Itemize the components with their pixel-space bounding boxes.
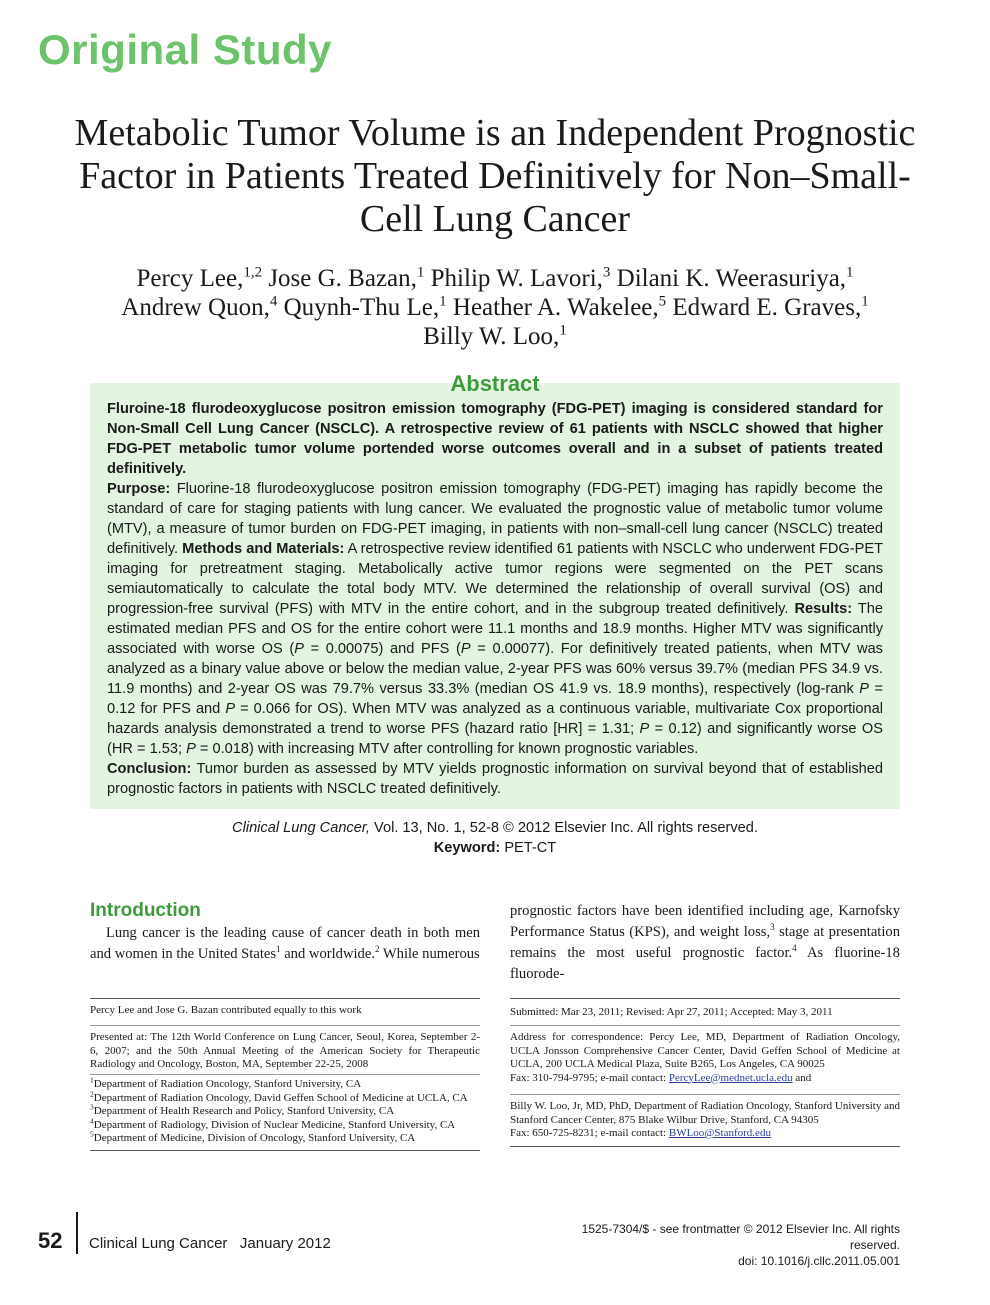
- footer-divider: [76, 1212, 78, 1254]
- author: Andrew Quon,$^4$: [121, 293, 278, 321]
- abstract-highlight: Fluroine-18 flurodeoxyglucose positron emission tomography (FDG-PET) imaging is considered standard for Non-Small Cell Lung Cancer (NSCLC). A retrospective review of 61 patients with NSCLC showed that higher FDG-PET metabolic tumor volume portended worse outcomes overall and in a subset of patients treated definitively.: [107, 401, 883, 477]
- affiliation: $^3$Department of Health Research and Policy, Stanford University, CA: [90, 1102, 395, 1117]
- keyword-label: Keyword:: [433, 840, 501, 856]
- introduction-text-col2: prognostic factors have been identified including age, Karnofsky Performance Status (KPS), and weight loss,$^3$ stage at presentation remains the most useful prognostic factor.$^4$ As fluorine-18 fluorode-: [510, 903, 900, 982]
- purpose-text: Fluorine-18 flurodeoxyglucose positron emission tomography (FDG-PET) imaging has rapidly become the standard of care for staging patients with lung cancer. We evaluated the prognostic value of metabolic tumor volume (MTV), a measure of tumor burden on FDG-PET imaging, in patients with non–small-cell lung cancer (NSCLC) treated definitively.: [107, 481, 883, 557]
- affiliation: $^5$Department of Medicine, Division of Oncology, Stanford University, CA: [90, 1129, 416, 1144]
- author: Quynh-Thu Le,$^1$: [283, 293, 447, 321]
- section-label: Original Study: [38, 26, 333, 73]
- footnote-rule: [90, 1150, 480, 1151]
- author: Philip W. Lavori,$^3$: [430, 264, 611, 292]
- footnote-rule: [510, 1146, 900, 1147]
- footer-journal-name: Clinical Lung Cancer: [89, 1235, 228, 1252]
- author: Percy Lee,$^{1,2}$: [136, 264, 263, 292]
- affiliation: $^4$Department of Radiology, Division of Nuclear Medicine, Stanford University, CA: [90, 1115, 456, 1131]
- page-number: 52: [38, 1228, 63, 1253]
- methods-text: A retrospective review identified 61 patients with NSCLC who underwent FDG-PET imaging for pretreatment staging. Metabolically active tumor regions were segmented on the PET scans semiautomatically to calculate the total body MTV. We determined the relationship of overall survival (OS) and progression-free survival (PFS) with MTV in the entire cohort, and in the subgroup treated definitively.: [107, 541, 884, 617]
- introduction-heading: Introduction: [90, 900, 201, 921]
- footnote-rule: [510, 1094, 900, 1095]
- introduction-text-col1: Lung cancer is the leading cause of cancer death in both men and women in the United States$^1$ and worldwide.$^2$ While numerous: [90, 925, 480, 962]
- footnote-rule: [90, 1025, 480, 1026]
- affiliation: $^2$Department of Radiation Oncology, David Geffen School of Medicine at UCLA, CA: [90, 1088, 468, 1104]
- methods-label: Methods and Materials:: [182, 541, 345, 557]
- author-list: [100, 264, 890, 351]
- abstract-box: [90, 371, 900, 809]
- footnote-correspondence-2: Billy W. Loo, Jr, MD, PhD, Department of Radiation Oncology, Stanford University and Stanford Cancer Center, 875 Blake Wilbur Drive, Stanford, CA 94305 Fax: 650-725-8231; e-mail contact: BWLoo@Stanford.edu: [510, 1100, 900, 1139]
- footnote-affiliations: [90, 1075, 480, 1146]
- author: Dilani K. Weerasuriya,$^1$: [616, 264, 854, 292]
- keyword: PET-CT: [504, 840, 557, 856]
- author: Jose G. Bazan,$^1$: [268, 264, 425, 292]
- affiliation: $^1$Department of Radiation Oncology, Stanford University, CA: [90, 1075, 362, 1090]
- footnote-rule: [510, 998, 900, 999]
- email-link[interactable]: PercyLee@mednet.ucla.edu: [668, 1071, 793, 1084]
- email-link[interactable]: BWLoo@Stanford.edu: [668, 1127, 771, 1139]
- abstract-main: [107, 479, 883, 759]
- footer-doi: doi: 10.1016/j.cllc.2011.05.001: [738, 1254, 900, 1268]
- footnote-equal-contribution: Percy Lee and Jose G. Bazan contributed equally to this work: [90, 1004, 362, 1016]
- footnote-rule: [510, 1025, 900, 1026]
- footnote-correspondence-1: Address for correspondence: Percy Lee, MD, Department of Radiation Oncology, UCLA Jonsson Comprehensive Cancer Center, David Geffen School of Medicine at UCLA, 200 UCLA Medical Plaza, Suite B265, Los Angeles, CA 90025 Fax: 310-794-9795; e-mail contact: PercyLee@mednet.ucla.edu and: [510, 1031, 900, 1084]
- footnote-rule: [90, 998, 480, 999]
- author: Billy W. Loo,$^1$: [423, 322, 567, 350]
- purpose-label: Purpose:: [107, 481, 171, 497]
- abstract-heading: Abstract: [450, 371, 540, 396]
- citation-details: Vol. 13, No. 1, 52-8 © 2012 Elsevier Inc. All rights reserved.: [374, 820, 758, 836]
- citation: [90, 818, 900, 858]
- abstract-body: [107, 399, 883, 799]
- article-title: Metabolic Tumor Volume is an Independent Prognostic Factor in Patients Treated Definitively for Non–Small-Cell Lung Cancer: [74, 112, 916, 240]
- footnote-presented: Presented at: The 12th World Conference on Lung Cancer, Seoul, Korea, September 2-6, 2007; and the 50th Annual Meeting of the American Society for Therapeutic Radiology and Oncology, Boston, MA, September 22-25, 2008: [90, 1031, 480, 1070]
- footer-issn: 1525-7304/$ - see frontmatter © 2012 Elsevier Inc. All rights reserved. doi: 10.1016/j.cllc.2011.05.001: [560, 1221, 900, 1269]
- results-label: Results:: [794, 601, 853, 617]
- footnote-rule: [90, 1074, 480, 1075]
- results-text: The estimated median PFS and OS for the entire cohort were 11.1 months and 18.9 months. Higher MTV was significantly associated with worse OS (P = 0.00075) and PFS (P = 0.00077). For definitively treated patients, when MTV was analyzed as a binary value above or below the median value, 2-year PFS was 60% versus 39.7% (median PFS 34.9 vs. 11.9 months) and 2-year OS was 79.7% versus 33.3% (median OS 41.9 vs. 18.9 months), respectively (log-rank P = 0.12 for PFS and P = 0.066 for OS). When MTV was analyzed as a continuous variable, multivariate Cox proportional hazards analysis demonstrated a trend to worse PFS (hazard ratio [HR] = 1.31; P = 0.12) and significantly worse OS (HR = 1.53; P = 0.018) with increasing MTV after controlling for known prognostic variables.: [107, 601, 884, 757]
- footer-journal: [89, 1235, 331, 1252]
- footnote-dates: Submitted: Mar 23, 2011; Revised: Apr 27, 2011; Accepted: May 3, 2011: [510, 1006, 833, 1018]
- conclusion-text: Tumor burden as assessed by MTV yields prognostic information on survival beyond that of established prognostic factors in patients with NSCLC treated definitively.: [107, 761, 883, 797]
- abstract-conclusion: [107, 759, 883, 799]
- conclusion-label: Conclusion:: [107, 761, 192, 777]
- citation-journal: Clinical Lung Cancer,: [232, 820, 370, 836]
- author: Heather A. Wakelee,$^5$: [452, 293, 667, 321]
- footer-date: January 2012: [239, 1235, 331, 1252]
- author: Edward E. Graves,$^1$: [672, 293, 869, 321]
